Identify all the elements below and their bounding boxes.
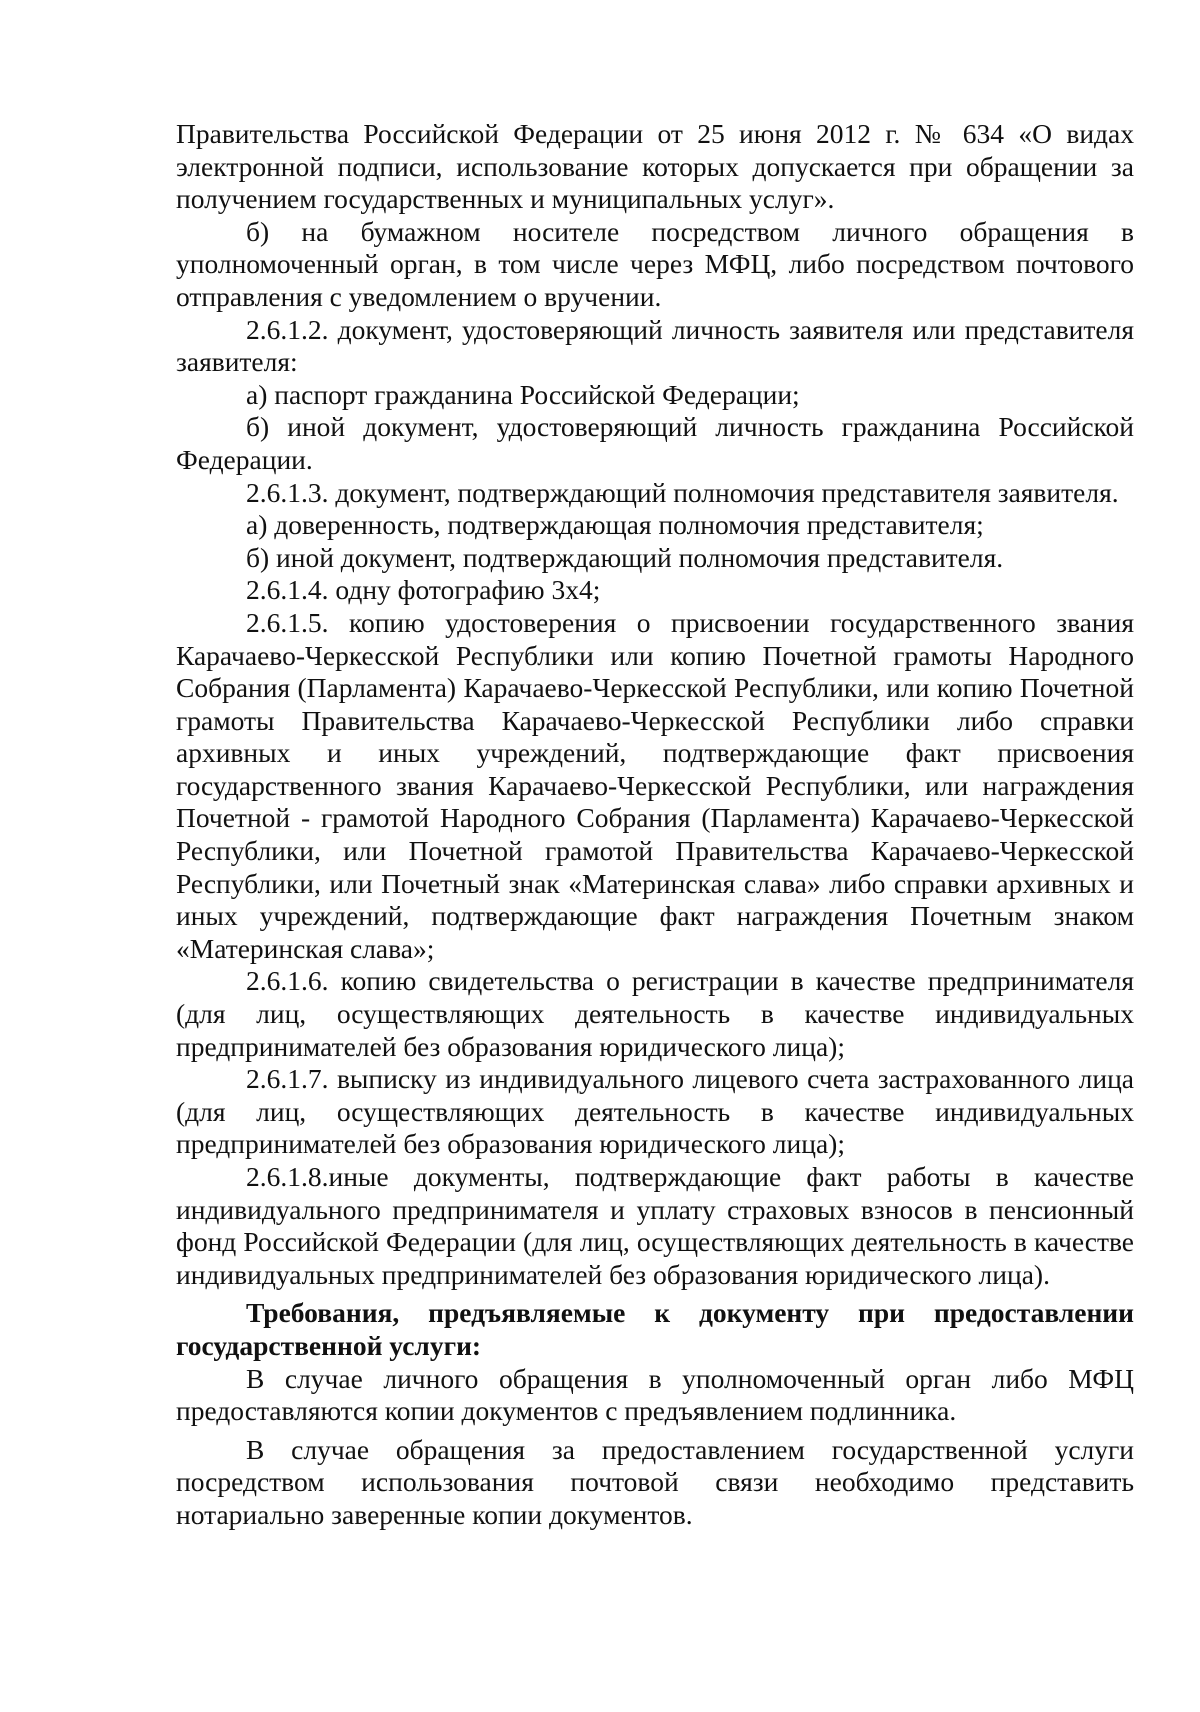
document-page bbox=[176, 118, 1134, 1532]
paragraph-personal-visit: В случае личного обращения в уполномоченный орган либо МФЦ предоставляются копии документов с предъявлением подлинника. bbox=[176, 1362, 1134, 1427]
paragraph-intro-continuation: Правительства Российской Федерации от 25 июня 2012 г. № 634 «О видах электронной подписи, использование которых допускается при обращении за получением государственных и муниципальных услуг». bbox=[176, 118, 1134, 215]
paragraph-postal-submission: В случае обращения за предоставлением государственной услуги посредством использования почтовой связи необходимо представить нотариально заверенные копии документов. bbox=[176, 1433, 1134, 1530]
paragraph-2-6-1-8: 2.6.1.8.иные документы, подтверждающие факт работы в качестве индивидуального предпринимателя и уплату страховых взносов в пенсионный фонд Российской Федерации (для лиц, осуществляющих деятельность в качестве индивидуальных предпринимателей без образования юридического лица). bbox=[176, 1161, 1134, 1290]
paragraph-2-6-1-7: 2.6.1.7. выписку из индивидуального лицевого счета застрахованного лица (для лиц, осуществляющих деятельность в качестве индивидуальных предпринимателей без образования юридического лица); bbox=[176, 1063, 1134, 1160]
paragraph-2-6-1-4: 2.6.1.4. одну фотографию 3х4; bbox=[246, 574, 601, 606]
paragraph-2-6-1-2: 2.6.1.2. документ, удостоверяющий личность заявителя или представителя заявителя: bbox=[176, 313, 1134, 378]
paragraph-other-identity-document: б) иной документ, удостоверяющий личность гражданина Российской Федерации. bbox=[176, 411, 1134, 475]
section-heading-requirements: Требования, предъявляемые к документу при предоставлении государственной услуги: bbox=[176, 1297, 1134, 1361]
paragraph-passport: а) паспорт гражданина Российской Федерации; bbox=[246, 378, 800, 410]
paragraph-2-6-1-5: 2.6.1.5. копию удостоверения о присвоении государственного звания Карачаево-Черкесской Республики или копию Почетной грамоты Народного Собрания (Парламента) Карачаево-Черкесской Республики, или копию Почетной грамоты Правительства Карачаево-Черкесской Республики либо справки архивных и иных учреждений, подтверждающие факт присвоения государственного звания Карачаево-Черкесской Республики, или награждения Почетной - грамотой Народного Собрания (Парламента) Карачаево-Черкесской Республики, или Почетной грамотой Правительства Карачаево-Черкесской Республики, или Почетный знак «Материнская слава» либо справки архивных и иных учреждений, подтверждающие факт награждения Почетным знаком «Материнская слава»; bbox=[176, 606, 1134, 964]
paragraph-paper-submission: б) на бумажном носителе посредством личного обращения в уполномоченный орган, в том числе через МФЦ, либо посредством почтового отправления с уведомлением о вручении. bbox=[176, 215, 1134, 312]
paragraph-power-of-attorney: а) доверенность, подтверждающая полномочия представителя; bbox=[246, 509, 984, 541]
paragraph-2-6-1-3: 2.6.1.3. документ, подтверждающий полномочия представителя заявителя. bbox=[246, 476, 1119, 508]
paragraph-other-authority-document: б) иной документ, подтверждающий полномочия представителя. bbox=[246, 541, 1004, 573]
paragraph-2-6-1-6: 2.6.1.6. копию свидетельства о регистрации в качестве предпринимателя (для лиц, осуществляющих деятельность в качестве индивидуальных предпринимателей без образования юридического лица); bbox=[176, 965, 1134, 1062]
